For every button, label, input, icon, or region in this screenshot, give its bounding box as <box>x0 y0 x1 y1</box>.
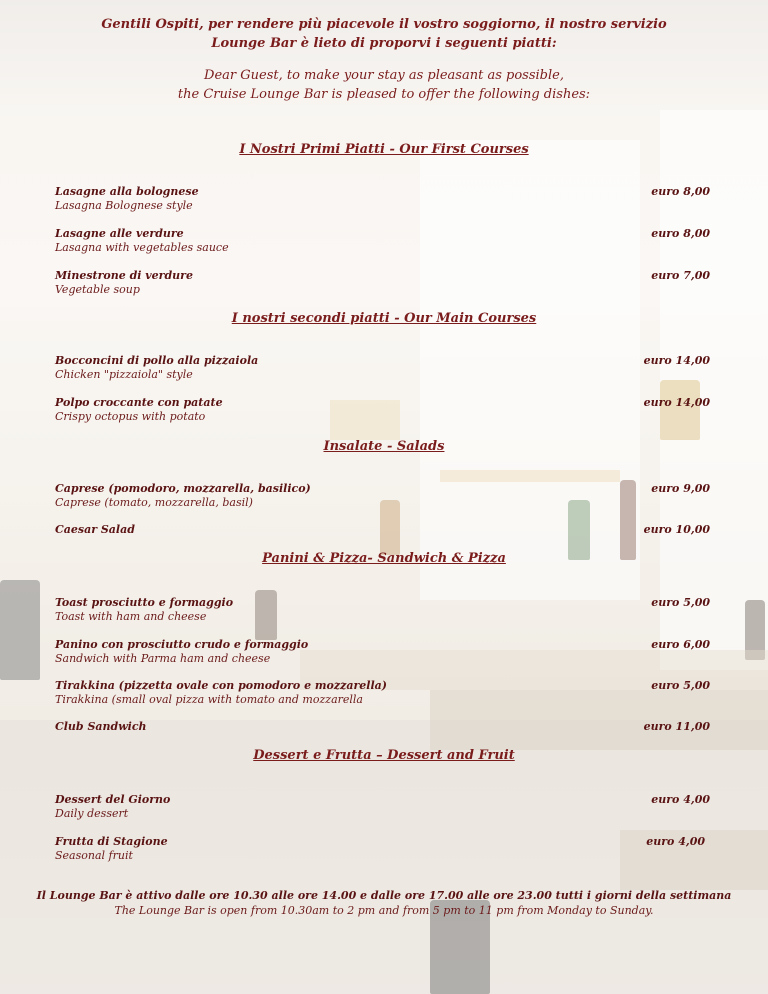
section-title-salads: Insalate - Salads <box>323 439 445 454</box>
item-price: euro 6,00 <box>651 638 710 651</box>
item-name: Lasagne alle verdure <box>55 227 184 240</box>
item-description: Crispy octopus with potato <box>55 410 206 423</box>
item-description: Lasagna with vegetables sauce <box>55 241 229 254</box>
section-title-main-courses: I nostri secondi piatti - Our Main Courses <box>231 311 537 326</box>
intro-en-line2: the Cruise Lounge Bar is pleased to offer the following dishes: <box>177 87 591 102</box>
menu-item <box>55 793 710 821</box>
item-name: Panino con prosciutto crudo e formaggio <box>55 638 309 651</box>
intro-italian <box>0 15 768 53</box>
item-price: euro 4,00 <box>646 835 705 848</box>
menu-item <box>55 596 710 624</box>
footer-hours-english: The Lounge Bar is open from 10.30am to 2 pm and from 5 pm to 11 pm from Monday to Sunday. <box>114 904 654 917</box>
item-name: Minestrone di verdure <box>55 269 193 282</box>
item-price: euro 5,00 <box>651 679 710 692</box>
item-price: euro 9,00 <box>651 482 710 495</box>
item-description: Vegetable soup <box>55 283 140 296</box>
item-price: euro 5,00 <box>651 596 710 609</box>
item-name: Dessert del Giorno <box>55 793 171 806</box>
item-price: euro 10,00 <box>643 523 710 536</box>
item-name: Toast prosciutto e formaggio <box>55 596 234 609</box>
item-price: euro 8,00 <box>651 227 710 240</box>
item-name: Bocconcini di pollo alla pizzaiola <box>55 354 259 367</box>
item-description: Toast with ham and cheese <box>55 610 207 623</box>
section-title-sandwich-pizza: Panini & Pizza- Sandwich & Pizza <box>262 551 506 566</box>
item-price: euro 8,00 <box>651 185 710 198</box>
item-price: euro 14,00 <box>643 396 710 409</box>
intro-en-line1: Dear Guest, to make your stay as pleasant as possible, <box>204 68 564 83</box>
menu-item <box>55 638 710 666</box>
menu-item <box>55 482 710 510</box>
intro-it-line2: Lounge Bar è lieto di proporvi i seguenti piatti: <box>211 36 557 51</box>
item-name: Frutta di Stagione <box>55 835 168 848</box>
intro-it-line1: Gentili Ospiti, per rendere più piacevole il vostro soggiorno, il nostro servizio <box>101 17 667 32</box>
menu-item <box>55 227 710 255</box>
menu-item <box>55 835 705 863</box>
item-name: Polpo croccante con patate <box>55 396 223 409</box>
menu-item <box>55 720 710 734</box>
menu-item <box>55 396 710 424</box>
item-name: Club Sandwich <box>55 720 147 733</box>
section-title-dessert-fruit: Dessert e Frutta – Dessert and Fruit <box>253 748 515 763</box>
item-price: euro 14,00 <box>643 354 710 367</box>
item-price: euro 7,00 <box>651 269 710 282</box>
item-description: Tirakkina (small oval pizza with tomato and mozzarella <box>55 693 363 706</box>
item-description: Seasonal fruit <box>55 849 133 862</box>
item-name: Caprese (pomodoro, mozzarella, basilico) <box>55 482 311 495</box>
item-name: Lasagne alla bolognese <box>55 185 199 198</box>
menu-item <box>55 354 710 382</box>
item-name: Tirakkina (pizzetta ovale con pomodoro e mozzarella) <box>55 679 387 692</box>
item-name: Caesar Salad <box>55 523 135 536</box>
menu-item <box>55 523 710 537</box>
menu-item <box>55 679 710 707</box>
intro-english <box>0 66 768 104</box>
item-description: Sandwich with Parma ham and cheese <box>55 652 271 665</box>
item-description: Chicken "pizzaiola" style <box>55 368 193 381</box>
item-description: Daily dessert <box>55 807 129 820</box>
menu-item <box>55 269 710 297</box>
item-price: euro 11,00 <box>643 720 710 733</box>
section-title-first-courses: I Nostri Primi Piatti - Our First Courses <box>239 142 529 157</box>
item-price: euro 4,00 <box>651 793 710 806</box>
footer-hours-italian: Il Lounge Bar è attivo dalle ore 10.30 alle ore 14.00 e dalle ore 17.00 alle ore 23.00 tutti i giorni della settimana <box>36 889 732 902</box>
menu-item <box>55 185 710 213</box>
item-description: Lasagna Bolognese style <box>55 199 193 212</box>
item-description: Caprese (tomato, mozzarella, basil) <box>55 496 253 509</box>
